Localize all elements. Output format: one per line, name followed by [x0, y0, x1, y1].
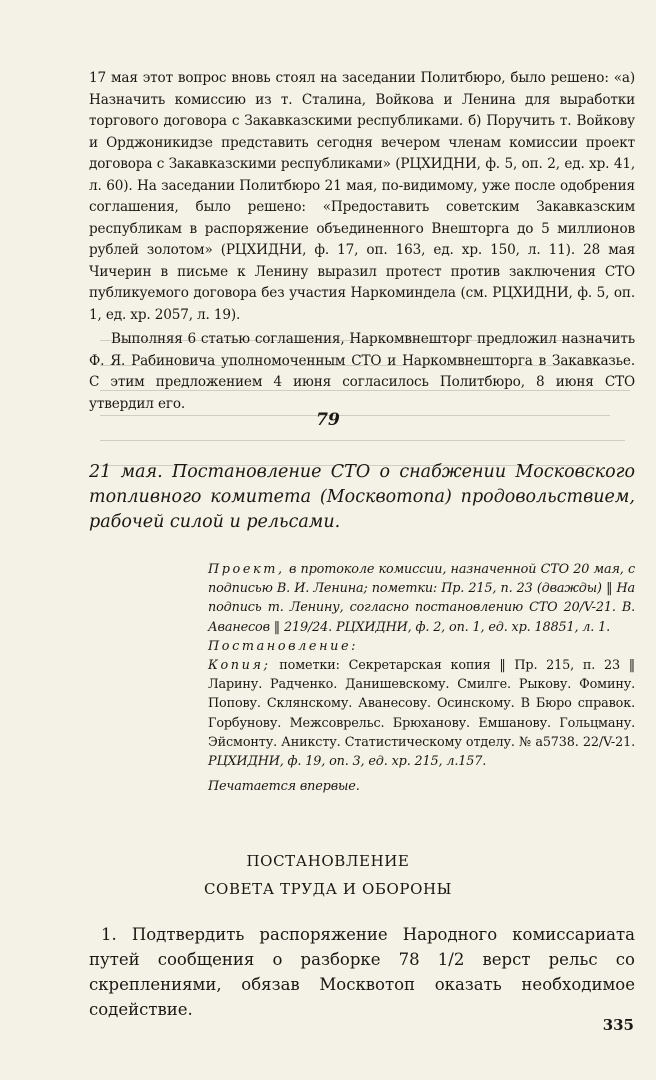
decree-text	[89, 922, 635, 1022]
project-text: в протоколе комиссии, назначенной СТО 20 мая, с подписью В. И. Ленина; пометки: Пр. 215, п. 23 (дважды) ‖ На подпись т. Ленину, согласно постановлению СТО 20/V-21. В. Аванесов ‖ 219/24.	[208, 562, 635, 635]
body-text	[89, 68, 635, 415]
first-time-note: Печатается впервые.	[208, 779, 360, 795]
copy-note	[208, 656, 635, 771]
project-archive: РЦХИДНИ, ф. 2, оп. 1, ед. хр. 18851, л. 1.	[335, 619, 611, 635]
title-line-2: СОВЕТА ТРУДА И ОБОРОНЫ	[203, 880, 453, 898]
top-paragraph: 17 мая этот вопрос вновь стоял на заседании Политбюро, было решено: «а) Назначить комиссию из т. Сталина, Войкова и Ленина для выработки торгового договора с Закавказскими республиками. б) Поручить т. Войкову и Орджоникидзе представить сегодня вечером членам комиссии проект договора с Закавказскими республиками» (РЦХИДНИ, ф. 5, оп. 2, ед. хр. 41, л. 60). На заседании Политбюро 21 мая, по-видимому, уже после одобрения соглашения, было решено: «Предоставить советским Закавказским республикам в распоряжение объединенного Внешторга до 5 миллионов рублей золотом» (РЦХИДНИ, ф. 17, оп. 163, ед. хр. 150, л. 11). 28 мая Чичерин в письме к Ленину выразил протест против заключения СТО публикуемого договора без участия Наркоминдела (см. РЦХИДНИ, ф. 5, оп. 1, ед. хр. 2057, л. 19).	[89, 70, 635, 323]
copy-text: пометки: Секретарская копия ‖ Пр. 215, п. 23 ‖ Ларину. Радченко. Данишевскому. Смилге. Рыкову. Фомину. Попову. Склянскому. Аванесову. Осинскому. В Бюро справок. Горбунову. Межсоврельс. Брюханову. Емшанову. Гольцману. Эйсмонту. Аниксту. Статистическому отделу. № а5738. 22/V-21.	[208, 658, 636, 750]
project-label: Проект,	[208, 562, 285, 577]
copy-archive: РЦХИДНИ, ф. 19, оп. 3, ед. хр. 215, л.157.	[208, 754, 487, 770]
decree-item-1: 1. Подтвердить распоряжение Народного комиссариата путей сообщения о разборке 78 1/2 верст рельс со скреплениями, обязав Москвотоп оказать необходимое содействие.	[89, 925, 635, 1019]
document-heading: 21 мая. Постановление СТО о снабжении Московского топливного комитета (Москвотопа) продовольствием, рабочей силой и рельсами.	[89, 462, 635, 532]
title-line-1: ПОСТАНОВЛЕНИЕ	[246, 852, 410, 870]
document-number: 79	[316, 410, 340, 430]
page-number: 335	[602, 1016, 634, 1034]
project-note	[208, 560, 635, 637]
source-notes	[208, 560, 635, 796]
copy-label: Копия;	[208, 658, 271, 674]
decree-label: Постановление:	[208, 638, 359, 654]
second-paragraph: Выполняя 6 статью соглашения, Наркомвнешторг предложил назначить Ф. Я. Рабиновича уполномоченным СТО и Наркомвнешторга в Закавказье. С этим предложением 4 июня согласилось Политбюро, 8 июня СТО утвердил его.	[89, 331, 635, 412]
